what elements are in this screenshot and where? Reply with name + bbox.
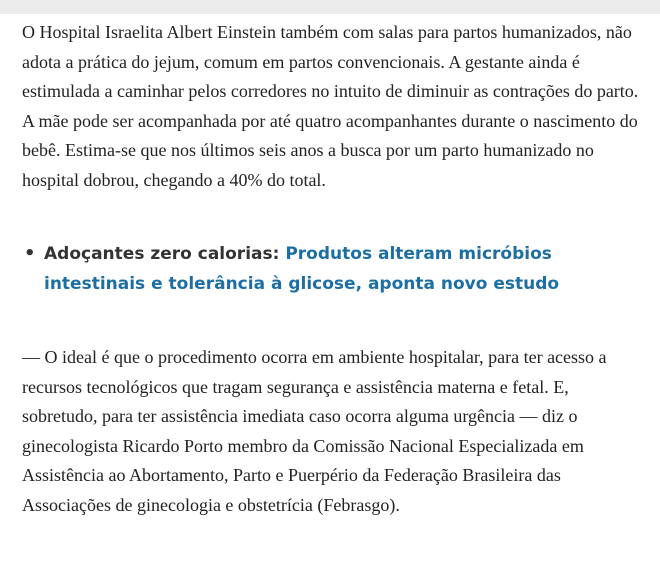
article-body [22,18,642,520]
related-article-label: Adoçantes zero calorias: [44,244,286,264]
top-band [0,0,660,14]
related-article-link[interactable]: Produtos alteram micróbios intestinais e tolerância à glicose, aponta novo estudo [44,244,560,294]
bullet-icon: • [24,243,36,264]
article-paragraph: O Hospital Israelita Albert Einstein também com salas para partos humanizados, não adota a prática do jejum, comum em partos convencionais. A gestante ainda é estimulada a caminhar pelos corredores no intuito de diminuir as contrações do parto. A mãe pode ser acompanhada por até quatro acompanhantes durante o nascimento do bebê. Estima-se que nos últimos seis anos a busca por um parto humanizado no hospital dobrou, chegando a 40% do total. [22,22,639,190]
related-article-item [22,239,642,299]
article-paragraph-quote: — O ideal é que o procedimento ocorra em ambiente hospitalar, para ter acesso a recursos tecnológicos que tragam segurança e assistência materna e fetal. E, sobretudo, para ter assistência imediata caso ocorra alguma urgência — diz o ginecologista Ricardo Porto membro da Comissão Nacional Especializada em Assistência ao Abortamento, Parto e Puerpério da Federação Brasileira das Associações de ginecologia e obstetrícia (Febrasgo). [22,347,607,515]
